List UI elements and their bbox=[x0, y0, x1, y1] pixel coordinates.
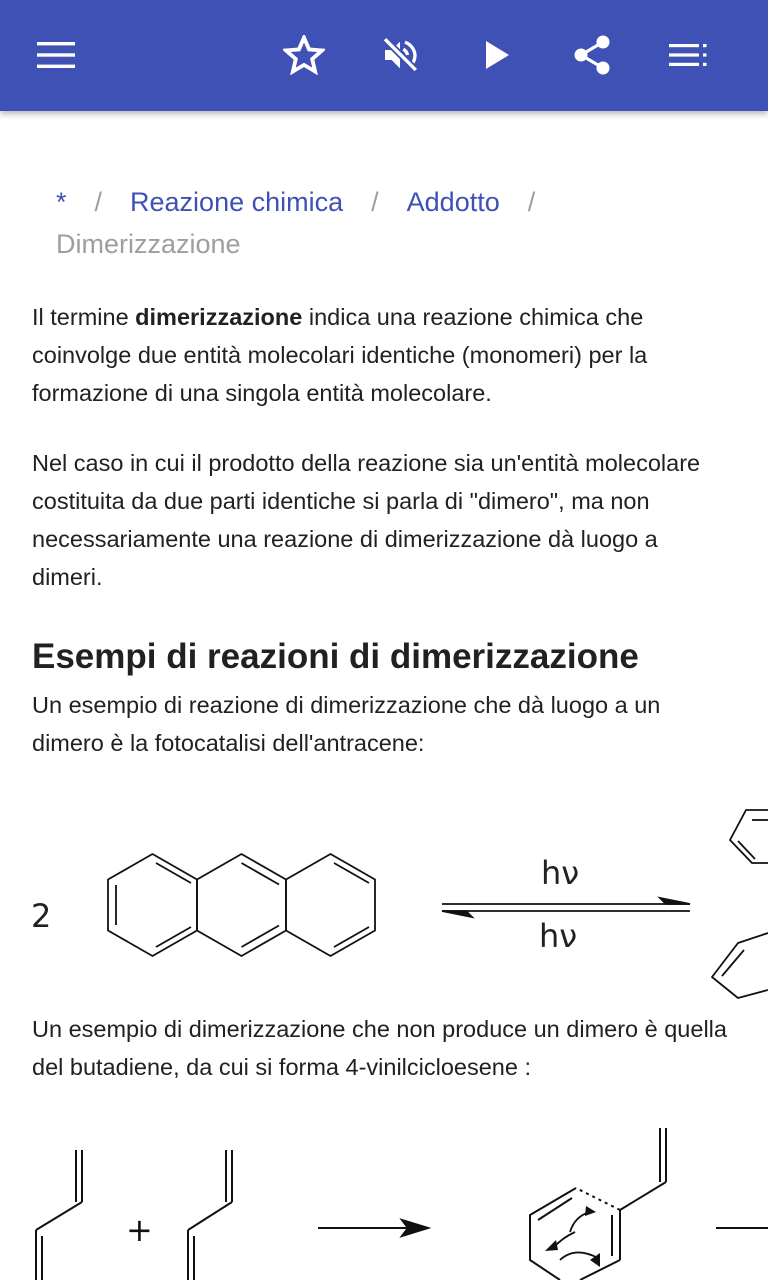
play-icon bbox=[483, 39, 511, 71]
breadcrumb-link-addotto[interactable]: Addotto bbox=[406, 187, 500, 217]
breadcrumb-separator: / bbox=[527, 187, 536, 217]
anthracene-dimerization-figure bbox=[0, 780, 768, 1007]
breadcrumb-link-reazione-chimica[interactable]: Reazione chimica bbox=[130, 187, 344, 217]
table-of-contents-icon bbox=[669, 43, 707, 67]
breadcrumb-home-link[interactable]: * bbox=[56, 187, 67, 217]
intro-text-end: indica una reazione chimica che coinvolge due entità molecolari identiche (monomeri) per la formazione di una singola entità molecolare. bbox=[32, 304, 648, 406]
star-outline-icon bbox=[283, 35, 325, 75]
anthracene-structure bbox=[108, 854, 375, 956]
reaction-arrow bbox=[318, 1220, 428, 1236]
breadcrumb-current: Dimerizzazione bbox=[56, 229, 241, 259]
butadiene-dimerization-figure bbox=[0, 1120, 768, 1285]
intro-text-start: Il termine bbox=[32, 304, 136, 330]
table-of-contents-button[interactable] bbox=[660, 27, 716, 83]
hamburger-menu-icon bbox=[37, 41, 75, 69]
transition-state-structure bbox=[530, 1128, 666, 1280]
breadcrumb bbox=[56, 181, 736, 265]
share-button[interactable] bbox=[564, 27, 620, 83]
play-button[interactable] bbox=[469, 27, 525, 83]
share-icon bbox=[572, 34, 612, 76]
plus-sign: + bbox=[126, 1211, 153, 1249]
butadiene-paragraph: Un esempio di dimerizzazione che non produce un dimero è quella del butadiene, da cui si forma 4-vinilcicloesene : bbox=[32, 1016, 727, 1080]
breadcrumb-separator: / bbox=[371, 187, 379, 217]
intro-paragraph bbox=[32, 298, 732, 412]
volume-off-icon bbox=[380, 35, 420, 75]
stoichiometric-coefficient: 2 bbox=[31, 897, 52, 935]
dianthracene-structure bbox=[712, 810, 768, 998]
section-heading: Esempi di reazioni di dimerizzazione bbox=[32, 637, 639, 676]
equilibrium-arrows bbox=[442, 898, 690, 917]
butadiene-structure-2 bbox=[188, 1150, 232, 1280]
reverse-light-label: hν bbox=[539, 917, 578, 955]
anthracene-paragraph: Un esempio di reazione di dimerizzazione che dà luogo a un dimero è la fotocatalisi dell'antracene: bbox=[32, 692, 661, 756]
favorite-button[interactable] bbox=[276, 27, 332, 83]
app-bar bbox=[0, 0, 768, 111]
term-dimerizzazione: dimerizzazione bbox=[135, 304, 303, 330]
breadcrumb-separator: / bbox=[94, 187, 103, 217]
menu-button[interactable] bbox=[28, 27, 84, 83]
butadiene-structure-1 bbox=[36, 1150, 82, 1280]
dimer-paragraph: Nel caso in cui il prodotto della reazione sia un'entità molecolare costituita da due parti identiche si parla di "dimero", ma non necessariamente una reazione di dimerizzazione dà luogo a dimeri. bbox=[32, 450, 701, 590]
mute-button[interactable] bbox=[372, 27, 428, 83]
forward-light-label: hν bbox=[541, 854, 580, 892]
